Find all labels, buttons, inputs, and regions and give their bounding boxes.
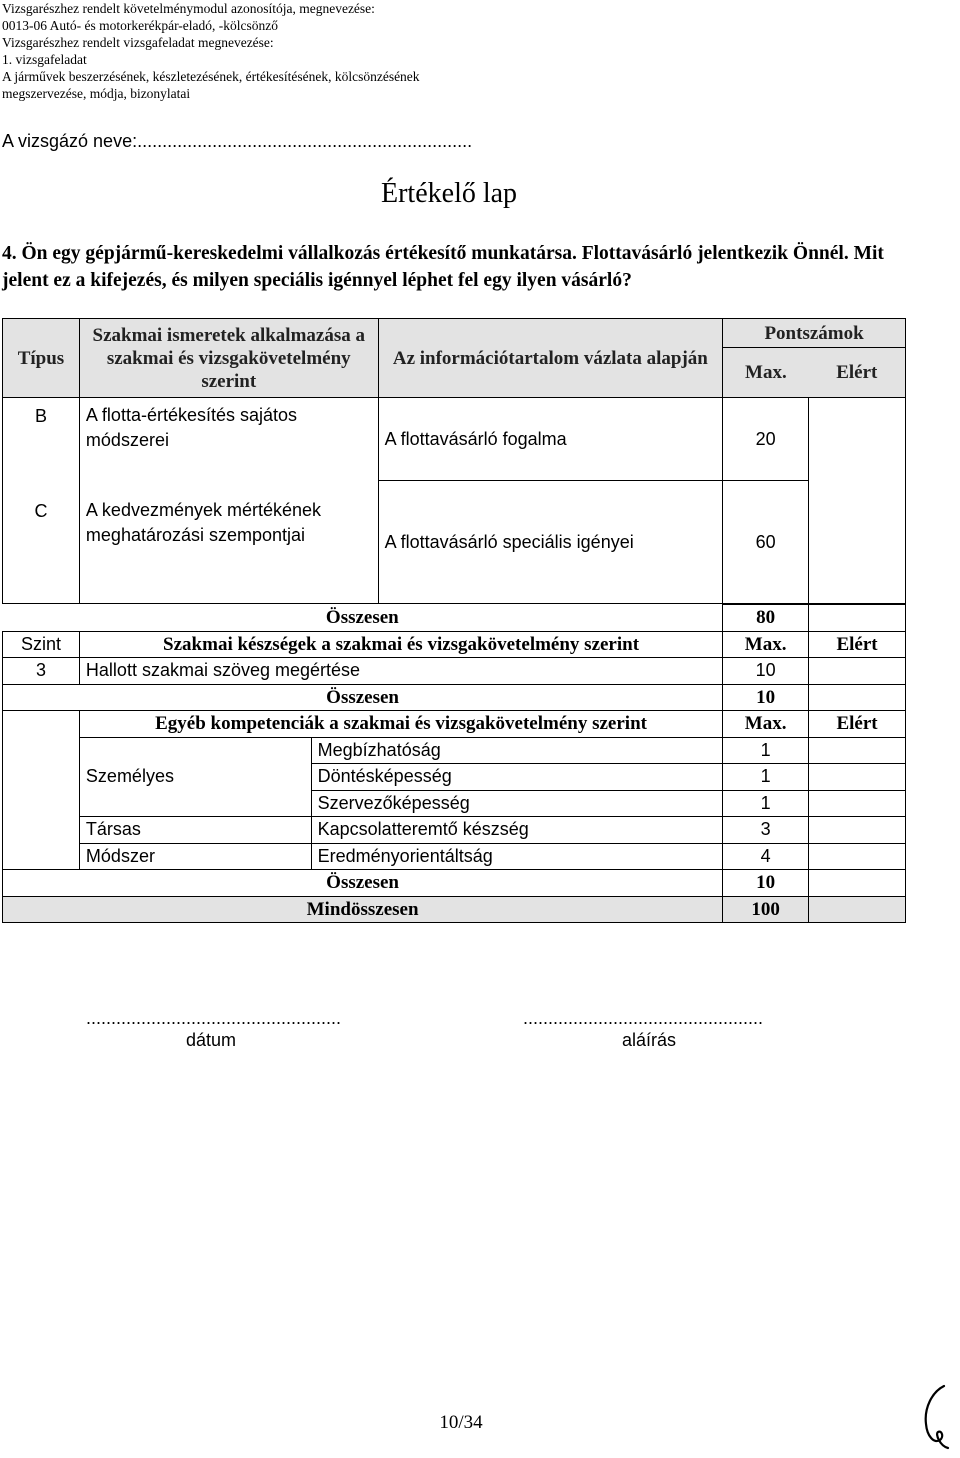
total1-value: 80 [723, 605, 809, 632]
comp-row-achieved[interactable] [809, 737, 906, 764]
row-c-type: C [3, 481, 80, 604]
skills-header-max: Max. [723, 631, 809, 658]
row-b-knowledge: A flotta-értékesítés sajátos módszerei [79, 398, 378, 481]
date-dots: ................................................... [86, 1008, 342, 1028]
skills-header-achieved: Elért [809, 631, 906, 658]
comp-row-achieved[interactable] [809, 790, 906, 817]
comp-row-achieved[interactable] [809, 817, 906, 844]
total3-value: 10 [723, 870, 809, 897]
handwritten-mark-icon [918, 1382, 954, 1454]
total3-achieved[interactable] [809, 870, 906, 897]
comp-group-method: Módszer [79, 843, 311, 870]
total1-achieved[interactable] [809, 605, 906, 632]
header-outline: Az információtartalom vázlata alapján [378, 319, 723, 398]
header-max: Max. [723, 348, 809, 398]
page-title-text: Értékelő lap [381, 178, 518, 209]
comp-group-social: Társas [79, 817, 311, 844]
header-line-6: megszervezése, módja, bizonylatai [2, 86, 191, 101]
comp-row-max: 1 [723, 737, 809, 764]
total2-label: Összesen [3, 684, 723, 711]
comp-row-label: Megbízhatóság [311, 737, 723, 764]
skills-level: 3 [3, 658, 80, 685]
header-line-3: Vizsgarészhez rendelt vizsgafeladat megnevezése: [2, 35, 274, 50]
row-c-knowledge: A kedvezmények mértékének meghatározási szempontjai [79, 481, 378, 604]
header-line-1: Vizsgarészhez rendelt követelménymodul azonosítója, megnevezése: [2, 1, 375, 16]
comp-header-max: Max. [723, 711, 809, 738]
skills-max: 10 [723, 658, 809, 685]
candidate-name-line: A vizsgázó neve:................................................................... [2, 131, 473, 151]
header-points: Pontszámok [723, 319, 906, 348]
comp-row-max: 3 [723, 817, 809, 844]
skills-label: Hallott szakmai szöveg megértése [79, 658, 722, 685]
comp-row-max: 1 [723, 764, 809, 791]
achieved-cell[interactable] [809, 398, 906, 604]
total3-label: Összesen [3, 870, 723, 897]
comp-group-personal: Személyes [79, 737, 311, 817]
header-line-4: 1. vizsgafeladat [2, 52, 87, 67]
comp-row-label: Döntésképesség [311, 764, 723, 791]
grand-total-value: 100 [723, 896, 809, 923]
summary-table [2, 604, 906, 923]
comp-row-max: 1 [723, 790, 809, 817]
knowledge-table [2, 318, 906, 604]
header-knowledge: Szakmai ismeretek alkalmazása a szakmai és vizsgakövetelmény szerint [79, 319, 378, 398]
comp-empty-cell [3, 711, 80, 870]
signature-dots: ................................................ [523, 1008, 764, 1028]
row-c-max: 60 [723, 481, 809, 604]
page-number: 10/34 [439, 1412, 483, 1433]
comp-header-title: Egyéb kompetenciák a szakmai és vizsgakövetelmény szerint [79, 711, 722, 738]
total1-label: Összesen [3, 605, 723, 632]
skills-header-title: Szakmai készségek a szakmai és vizsgakövetelmény szerint [79, 631, 722, 658]
grand-total-achieved[interactable] [809, 896, 906, 923]
row-b-type: B [3, 398, 80, 481]
comp-row-max: 4 [723, 843, 809, 870]
row-c-outline: A flottavásárló speciális igényei [378, 481, 723, 604]
header-achieved: Elért [809, 348, 906, 398]
comp-row-label: Kapcsolatteremtő készség [311, 817, 723, 844]
skills-level-header: Szint [3, 631, 80, 658]
comp-row-achieved[interactable] [809, 764, 906, 791]
date-label: dátum [186, 1030, 237, 1050]
comp-header-achieved: Elért [809, 711, 906, 738]
question-text: 4. Ön egy gépjármű-kereskedelmi vállalkozás értékesítő munkatársa. Flottavásárló jelentkezik Önnél. Mit jelent ez a kifejezés, és milyen speciális igénnyel léphet fel egy ilyen vásárló? [2, 243, 884, 291]
comp-row-label: Szervezőképesség [311, 790, 723, 817]
row-b-max: 20 [723, 398, 809, 481]
comp-row-label: Eredményorientáltság [311, 843, 723, 870]
comp-row-achieved[interactable] [809, 843, 906, 870]
total2-achieved[interactable] [809, 684, 906, 711]
row-b-outline: A flottavásárló fogalma [378, 398, 723, 481]
header-type: Típus [3, 319, 80, 398]
grand-total-label: Mindösszesen [3, 896, 723, 923]
header-line-2: 0013-06 Autó- és motorkerékpár-eladó, -kölcsönző [2, 18, 279, 33]
skills-achieved[interactable] [809, 658, 906, 685]
signature-label: aláírás [622, 1030, 677, 1050]
header-line-5: A járművek beszerzésének, készletezésének, értékesítésének, kölcsönzésének [2, 69, 420, 84]
total2-value: 10 [723, 684, 809, 711]
